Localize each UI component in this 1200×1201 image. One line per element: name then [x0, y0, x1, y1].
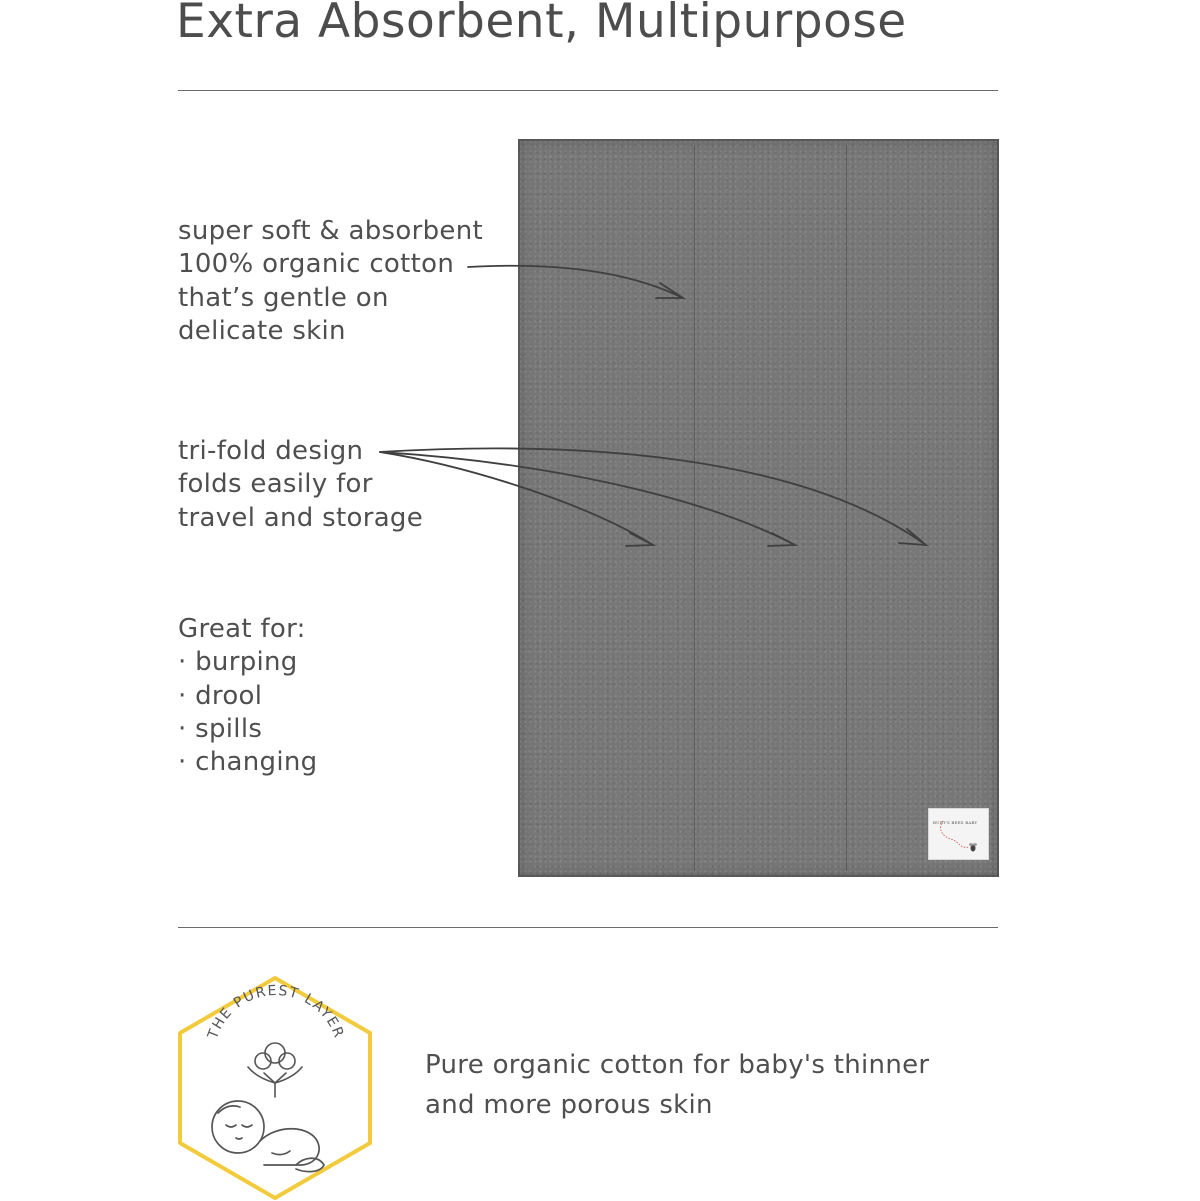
callout-absorbent [178, 215, 483, 348]
purest-layer-badge [176, 975, 374, 1201]
badge-description-line: and more porous skin [425, 1090, 713, 1120]
fold-line-left [694, 145, 695, 871]
cotton-flower-icon [248, 1043, 302, 1097]
fold-line-right [846, 145, 847, 871]
uses-list-item: · spills [178, 713, 263, 744]
callout-trifold [178, 435, 423, 535]
page-title: Extra Absorbent, Multipurpose [176, 0, 907, 49]
uses-list-item: · burping [178, 647, 298, 678]
top-divider [178, 90, 998, 91]
badge-curved-text: THE PUREST LAYER [205, 982, 347, 1042]
callout-uses [178, 613, 317, 779]
callout-absorbent-line: delicate skin [178, 315, 346, 346]
callout-absorbent-line: super soft & absorbent [178, 216, 483, 246]
tag-dotted-path-icon [929, 809, 988, 859]
badge-description-line: Pure organic cotton for baby's thinner [425, 1050, 930, 1080]
uses-list-item: · drool [178, 680, 263, 711]
svg-text:THE PUREST LAYER [205, 983, 347, 1042]
bee-icon [967, 841, 979, 853]
product-label-tag [928, 808, 989, 860]
bottom-divider [178, 927, 998, 928]
callout-trifold-line: travel and storage [178, 502, 424, 533]
uses-list-item: · changing [178, 747, 318, 778]
callout-trifold-line: tri-fold design [178, 436, 364, 466]
callout-trifold-line: folds easily for [178, 469, 373, 500]
product-photo-burp-cloth [518, 139, 999, 877]
callout-absorbent-line: 100% organic cotton [178, 249, 455, 280]
badge-description [425, 1045, 929, 1125]
callout-absorbent-line: that’s gentle on [178, 282, 389, 313]
tag-brand-text: BURT'S BEES BABY [933, 820, 978, 825]
sleeping-baby-icon [212, 1101, 324, 1172]
uses-heading: Great for: [178, 614, 306, 644]
